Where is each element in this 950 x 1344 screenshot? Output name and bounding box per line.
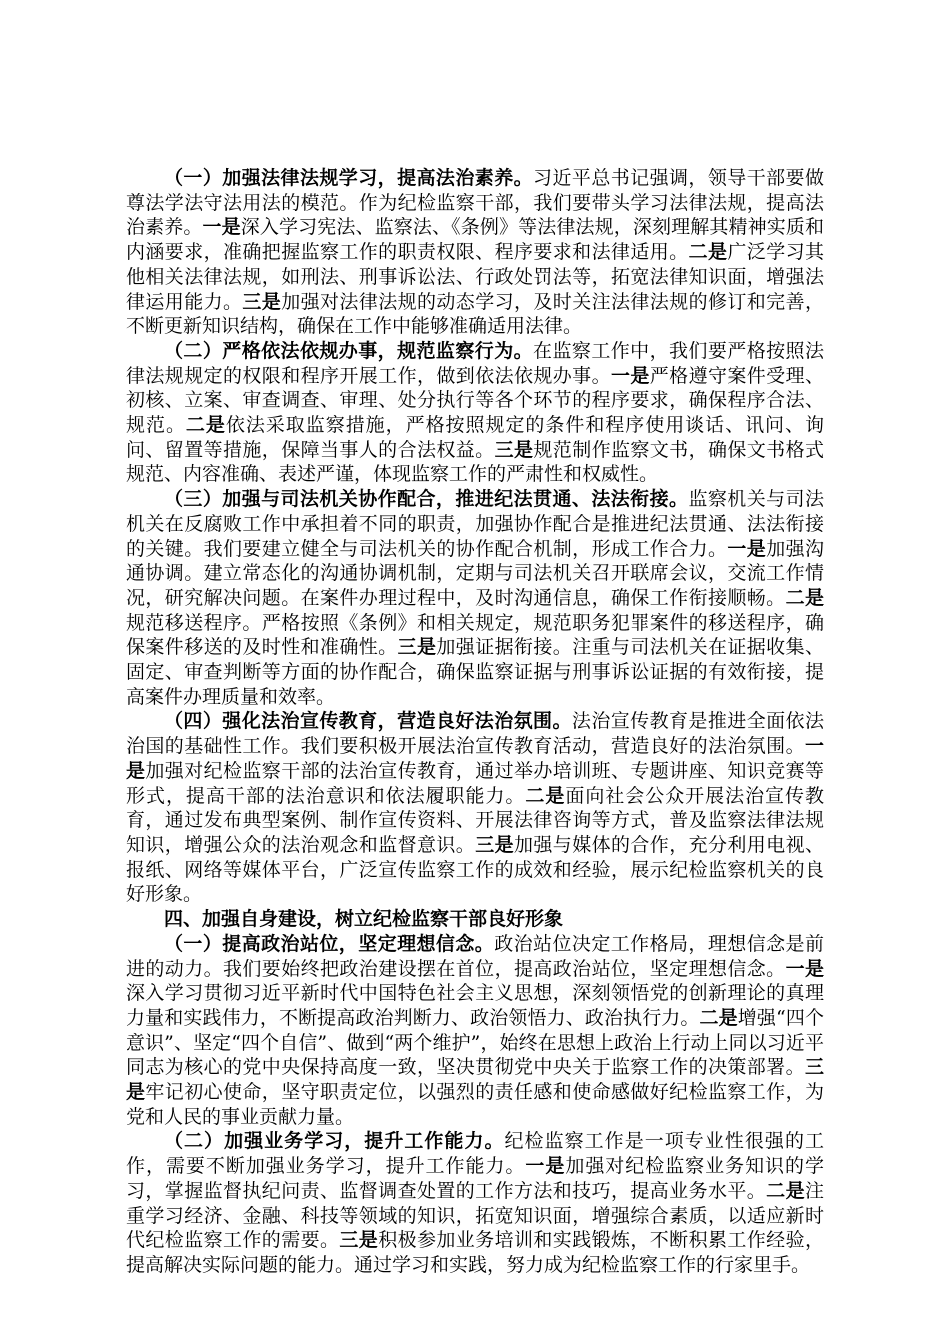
emphasis-marker: 二是 bbox=[699, 1006, 738, 1029]
paragraph-text: 监察机关与司法机关在反腐败工作中承担着不同的职责，加强协作配合是推进纪法贯通、法法衔接的关键。我们要建立健全与司法机关的协作配合机制，形成工作合力。 bbox=[126, 488, 824, 560]
paragraph-text: 习近平总书记强调，领导干部要做尊法学法守法用法的模范。作为纪检监察干部，我们要带头学习法律法规，提高法治素养。 bbox=[126, 167, 824, 239]
paragraph-subheading: （二）严格依法依规办事，规范监察行为。 bbox=[164, 339, 534, 362]
paragraph-subheading: （二）加强业务学习，提升工作能力。 bbox=[164, 1130, 505, 1153]
body-paragraph bbox=[126, 709, 824, 907]
emphasis-marker: 二是 bbox=[525, 784, 566, 807]
paragraph-text: 依法采取监察措施，严格按照规定的条件和程序使用谈话、讯问、询问、留置等措施，保障当事人的合法权益。 bbox=[126, 414, 824, 461]
emphasis-marker: 二是 bbox=[185, 414, 226, 437]
paragraph-subheading: （三）加强与司法机关协作配合，推进纪法贯通、法法衔接。 bbox=[164, 488, 689, 511]
paragraph-text: 加强对纪检监察业务知识的学习，掌握监督执纪问责、监督调查处置的工作方法和技巧，提高业务水平。 bbox=[126, 1155, 824, 1202]
paragraph-text: 严格遵守案件受理、初核、立案、审查调查、审理、处分执行等各个环节的程序要求，确保程序合法、规范。 bbox=[126, 364, 824, 437]
emphasis-marker: 一是 bbox=[525, 1155, 566, 1178]
paragraph-text: 规范制作监察文书，确保文书格式规范、内容准确、表述严谨，体现监察工作的严肃性和权威性。 bbox=[126, 438, 824, 486]
paragraph-text: 在监察工作中，我们要严格按照法律法规规定的权限和程序开展工作，做到依法依规办事。 bbox=[126, 339, 824, 387]
document-page bbox=[126, 166, 824, 1278]
paragraph-text: 加强证据衔接。注重与司法机关在证据收集、固定、审查判断等方面的协作配合，确保监察证据与刑事诉讼证据的有效衔接，提高案件办理质量和效率。 bbox=[126, 636, 824, 708]
emphasis-marker: 一是 bbox=[202, 216, 241, 239]
paragraph-text: 政治站位决定工作格局，理想信念是前进的动力。我们要始终把政治建设摆在首位，提高政治站位，坚定理想信念。 bbox=[126, 932, 824, 980]
emphasis-marker: 二是 bbox=[766, 1179, 805, 1202]
emphasis-marker: 二是 bbox=[785, 586, 824, 609]
paragraph-text: 深入学习宪法、监察法、《条例》等法律法规，深刻理解其精神实质和内涵要求，准确把握监察工作的职责权限、程序要求和法律适用。 bbox=[126, 216, 824, 264]
body-paragraph bbox=[126, 1129, 824, 1277]
emphasis-marker: 三是 bbox=[339, 1229, 379, 1252]
body-paragraph bbox=[126, 339, 824, 487]
paragraph-text: 加强对法律法规的动态学习，及时关注法律法规的修订和完善，不断更新知识结构，确保在工作中能够准确适用法律。 bbox=[126, 290, 824, 338]
emphasis-marker: 三是 bbox=[475, 833, 514, 856]
body-paragraph bbox=[126, 487, 824, 709]
emphasis-marker: 一是 bbox=[727, 537, 767, 560]
emphasis-marker: 三是 bbox=[242, 290, 282, 313]
paragraph-text: 纪检监察工作是一项专业性很强的工作，需要不断加强业务学习，提升工作能力。 bbox=[126, 1130, 824, 1178]
emphasis-marker: 一是 bbox=[610, 364, 650, 387]
body-paragraph bbox=[126, 932, 824, 1130]
emphasis-marker: 二是 bbox=[688, 241, 728, 264]
paragraph-subheading: （一）提高政治站位，坚定理想信念。 bbox=[164, 932, 495, 955]
paragraph-text: 增强“四个意识”、坚定“四个自信”、做到“两个维护”，始终在思想上政治上行动上同以习近平同志为核心的党中央保持高度一致，坚决贯彻党中央关于监察工作的决策部署。 bbox=[126, 1006, 824, 1079]
paragraph-text: 深入学习贯彻习近平新时代中国特色社会主义思想，深刻领悟党的创新理论的真理力量和实践伟力，不断提高政治判断力、政治领悟力、政治执行力。 bbox=[126, 982, 824, 1029]
paragraph-text: 法治宣传教育是推进全面依法治国的基础性工作。我们要积极开展法治宣传教育活动，营造良好的法治氛围。 bbox=[126, 710, 824, 758]
paragraph-text: 注重学习经济、金融、科技等领域的知识，拓宽知识面，增强综合素质，以适应新时代纪检监察工作的需要。 bbox=[126, 1179, 824, 1252]
paragraph-text: 积极参加业务培训和实践锻炼，不断积累工作经验，提高解决实际问题的能力。通过学习和实践，努力成为纪检监察工作的行家里手。 bbox=[126, 1229, 824, 1276]
paragraph-subheading: （一）加强法律法规学习，提高法治素养。 bbox=[164, 167, 534, 189]
paragraph-text: 面向社会公众开展法治宣传教育，通过发布典型案例、制作宣传资料、开展法律咨询等方式，普及监察法律法规知识，增强公众的法治观念和监督意识。 bbox=[126, 784, 824, 856]
paragraph-text: 加强与媒体的合作，充分利用电视、报纸、网络等媒体平台，广泛宣传监察工作的成效和经验，展示纪检监察机关的良好形象。 bbox=[126, 833, 824, 906]
emphasis-marker: 一是 bbox=[126, 735, 824, 782]
paragraph-text: 广泛学习其他相关法律法规，如刑法、刑事诉讼法、行政处罚法等，拓宽法律知识面，增强法律运用能力。 bbox=[126, 241, 824, 313]
paragraph-subheading: （四）强化法治宣传教育，营造良好法治氛围。 bbox=[164, 710, 572, 733]
paragraph-text: 牢记初心使命，坚守职责定位，以强烈的责任感和使命感做好纪检监察工作，为党和人民的事业贡献力量。 bbox=[126, 1081, 824, 1128]
section-heading: 四、加强自身建设，树立纪检监察干部良好形象 bbox=[164, 908, 564, 931]
emphasis-marker: 一是 bbox=[785, 957, 824, 980]
emphasis-marker: 三是 bbox=[397, 636, 437, 659]
emphasis-marker: 三是 bbox=[126, 1056, 824, 1104]
body-paragraph bbox=[126, 166, 824, 339]
paragraph-text: 加强对纪检监察干部的法治宣传教育，通过举办培训班、专题讲座、知识竞赛等形式，提高干部的法治意识和依法履职能力。 bbox=[126, 759, 824, 807]
emphasis-marker: 三是 bbox=[494, 438, 534, 461]
paragraph-text: 加强沟通协调。建立常态化的沟通协调机制，定期与司法机关召开联席会议，交流工作情况，研究解决问题。在案件办理过程中，及时沟通信息，确保工作衔接顺畅。 bbox=[126, 537, 824, 609]
paragraph-text: 规范移送程序。严格按照《条例》和相关规定，规范职务犯罪案件的移送程序，确保案件移送的及时性和准确性。 bbox=[126, 611, 824, 659]
